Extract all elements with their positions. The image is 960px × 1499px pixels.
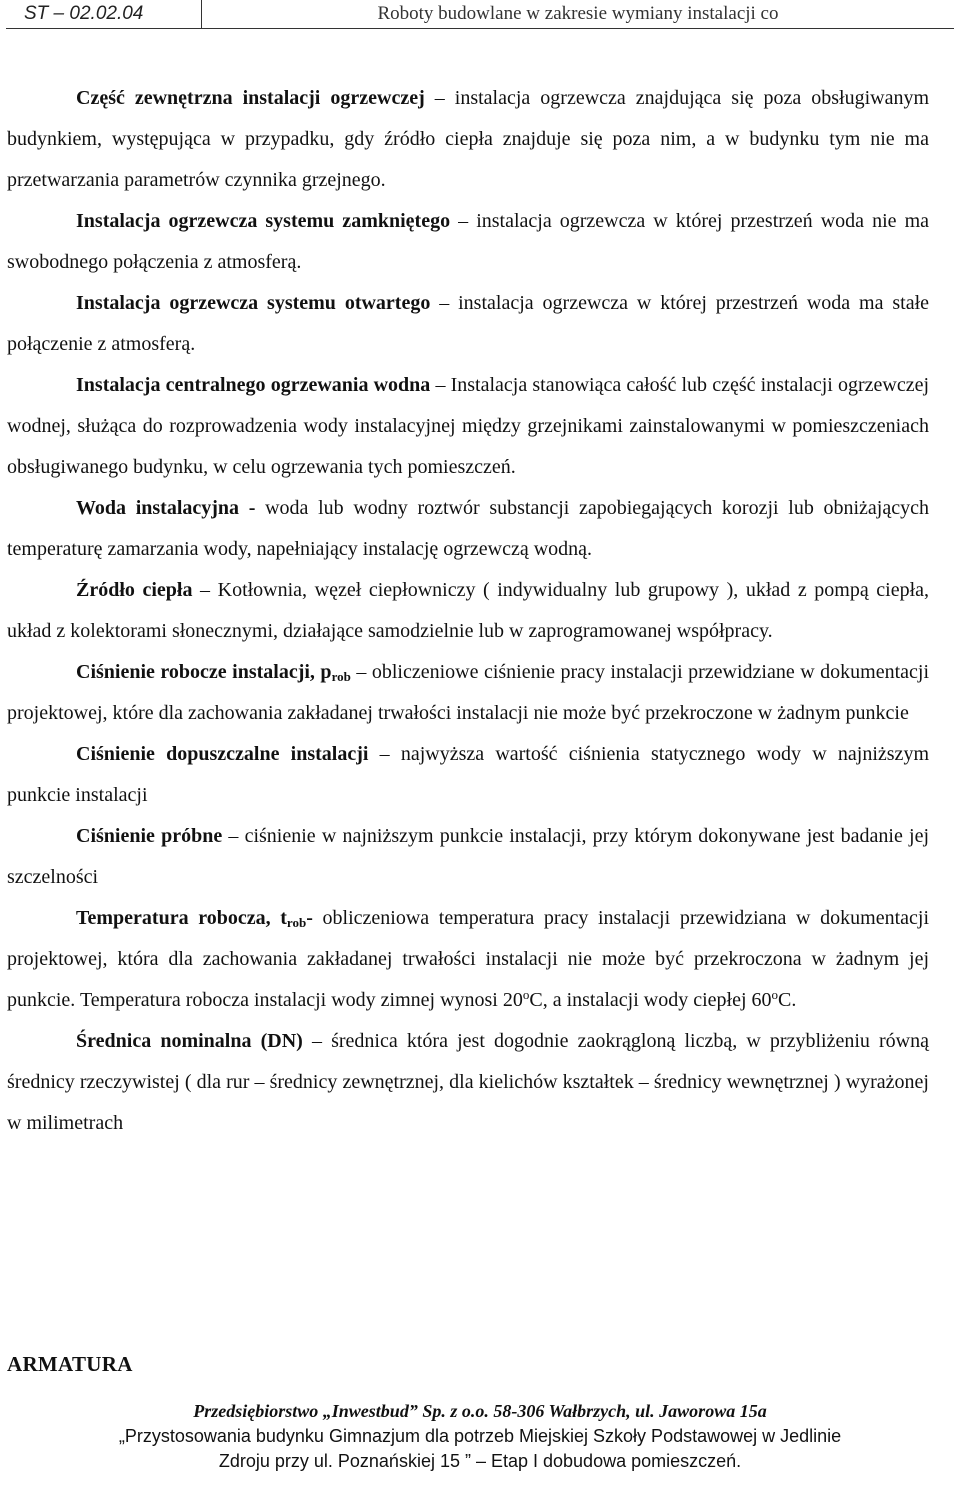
definition-paragraph — [7, 652, 929, 734]
definition-term: Część zewnętrzna instalacji ogrzewczej — [76, 87, 425, 109]
term-subscript: rob — [286, 915, 307, 930]
definition-paragraph — [7, 898, 929, 1021]
definition-paragraph — [7, 570, 929, 652]
footer-company: Przedsiębiorstwo „Inwestbud” Sp. z o.o. 58-306 Wałbrzych, ul. Jaworowa 15a — [193, 1401, 767, 1421]
term-tail: - — [306, 907, 313, 929]
definition-term: Źródło ciepła — [76, 579, 193, 601]
definition-text: obliczeniowe ciśnienie pracy instalacji przewidziane w dokumentacji projektowej, które dla zachowania zakładanej trwałości instalacji nie może być przekroczone w żadnym punkcie — [7, 661, 930, 724]
definition-separator: – — [435, 374, 446, 396]
definition-text: ciśnienie w najniższym punkcie instalacji, przy którym dokonywane jest badanie jej szczelności — [7, 825, 930, 888]
definition-paragraph — [7, 488, 929, 570]
definition-text: woda lub wodny roztwór substancji zapobiegających korozji lub obniżających temperaturę zamarzania wody, napełniający instalację ogrzewczą wodną. — [7, 497, 929, 560]
definition-text: obliczeniowa temperatura pracy instalacji przewidziana w dokumentacji projektowej, która dla zachowania zakładanej trwałości instalacji nie może być przekroczona w żadnym jej punkcie. Temperatura robocza instalacji wody zimnej wynosi 20 — [7, 907, 930, 1011]
definition-text: Instalacja stanowiąca całość lub część instalacji ogrzewczej wodnej, służąca do rozprowadzenia wody instalacyjnej między grzejnikami zainstalowanymi w pomieszczeniach obsługiwanego budynku, w celu ogrzewania tych pomieszczeń. — [7, 374, 930, 478]
definition-separator: – — [200, 579, 211, 601]
definition-paragraph — [7, 734, 929, 816]
footer-project-line-1: „Przystosowania budynku Gimnazjum dla potrzeb Miejskiej Szkoły Podstawowej w Jedlinie — [118, 1426, 842, 1446]
term-main: Temperatura robocza, t — [76, 907, 287, 929]
page-header — [6, 0, 954, 30]
definition-text: instalacja ogrzewcza w której przestrzeń woda ma stałe połączenie z atmosferą. — [7, 292, 930, 355]
definition-paragraph — [7, 365, 929, 488]
definition-text: najwyższa wartość ciśnienia statycznego wody w najniższym punkcie instalacji — [7, 743, 929, 806]
definition-text-3: C. — [778, 989, 797, 1011]
degree-superscript: o — [522, 987, 530, 1002]
definition-paragraph — [7, 201, 929, 283]
definition-paragraph — [7, 1021, 929, 1144]
definition-paragraph — [7, 283, 929, 365]
definition-term: Instalacja centralnego ogrzewania wodna — [76, 374, 431, 396]
degree-superscript: o — [771, 987, 779, 1002]
definition-text: instalacja ogrzewcza znajdująca się poza obsługiwanym budynkiem, występująca w przypadku, gdy źródło ciepła znajduje się poza nim, a w budynku tym nie ma przetwarzania parametrów czynnika grzejnego. — [7, 87, 930, 191]
term-subscript: rob — [331, 669, 351, 684]
doc-title: Roboty budowlane w zakresie wymiany instalacji co — [377, 3, 779, 24]
definition-paragraph — [7, 78, 929, 201]
definition-term — [76, 907, 313, 929]
definition-term — [76, 661, 351, 683]
definition-separator: – — [311, 1030, 322, 1052]
header-row — [6, 0, 954, 29]
definition-term: Ciśnienie próbne — [76, 825, 223, 847]
definition-text-2: C, a instalacji wody ciepłej 60 — [529, 989, 772, 1011]
definition-term: Instalacja ogrzewcza systemu otwartego — [76, 292, 431, 314]
definition-term: Ciśnienie dopuszczalne instalacji — [76, 743, 369, 765]
definition-paragraph — [7, 816, 929, 898]
definition-term: Średnica nominalna (DN) — [76, 1030, 303, 1052]
definition-separator: – — [439, 292, 450, 314]
doc-code: ST – 02.02.04 — [6, 0, 202, 28]
section-heading: ARMATURA — [7, 1352, 133, 1376]
definition-text: średnica która jest dogodnie zaokrągloną liczbą, w przybliżeniu równą średnicy rzeczywistej ( dla rur – średnicy zewnętrznej, dla kielichów kształtek – średnicy wewnętrznej ) wyrażonej w milimetrach — [7, 1030, 929, 1134]
term-main: Ciśnienie robocze instalacji, p — [76, 661, 332, 683]
definition-separator: – — [356, 661, 367, 683]
definition-text: instalacja ogrzewcza w której przestrzeń woda nie ma swobodnego połączenia z atmosferą. — [7, 210, 930, 273]
definitions-content — [7, 78, 929, 1144]
definition-text: Kotłownia, węzeł ciepłowniczy ( indywidualny lub grupowy ), układ z pompą ciepła, układ z kolektorami słonecznymi, działające samodzielnie lub w zaprogramowanej współpracy. — [7, 579, 930, 642]
definition-separator: – — [379, 743, 390, 765]
page-footer — [0, 1398, 960, 1474]
footer-project-line-2: Zdroju przy ul. Poznańskiej 15 ” – Etap I dobudowa pomieszczeń. — [218, 1451, 742, 1471]
definition-separator: – — [458, 210, 469, 232]
definition-separator: – — [228, 825, 239, 847]
definition-separator: – — [434, 87, 445, 109]
definition-term: Woda instalacyjna - — [76, 497, 256, 519]
definition-term: Instalacja ogrzewcza systemu zamkniętego — [76, 210, 451, 232]
